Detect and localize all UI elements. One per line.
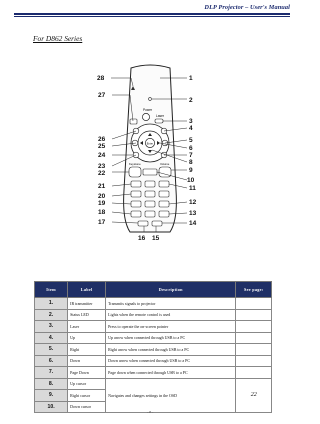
callout-28: 28 <box>97 75 105 82</box>
callout-13: 13 <box>189 210 197 217</box>
item-see-page <box>236 355 272 367</box>
callout-5: 5 <box>189 137 193 144</box>
column-header-description: Description <box>106 282 236 298</box>
mute-button[interactable] <box>143 169 157 175</box>
table-row <box>35 367 272 379</box>
item-label: Laser <box>68 321 106 333</box>
item-see-page <box>236 332 272 344</box>
callout-3: 3 <box>189 118 193 125</box>
column-header-item: Item <box>35 282 68 298</box>
callout-10: 10 <box>187 177 195 184</box>
callout-12: 12 <box>189 199 197 206</box>
item-description: Down arrow when connected through USB to a PC <box>106 355 236 367</box>
callout-2: 2 <box>189 97 193 104</box>
table-row <box>35 355 272 367</box>
item-description: Lights when the remote control is used <box>106 309 236 321</box>
item-description: Transmits signals to projector <box>106 298 236 310</box>
item-number: 8. <box>35 378 68 390</box>
item-description: Navigates and changes settings in the OSD <box>106 378 236 413</box>
callout-14: 14 <box>189 220 197 227</box>
item-number: 7. <box>35 367 68 379</box>
item-see-page <box>236 367 272 379</box>
item-number: 6. <box>35 355 68 367</box>
table-row <box>35 332 272 344</box>
callout-21: 21 <box>98 183 106 190</box>
item-number: 9. <box>35 390 68 402</box>
item-description: Page down when connected through USB to a PC <box>106 367 236 379</box>
item-label: Down cursor <box>68 401 106 413</box>
table-header-row <box>35 282 272 298</box>
section-title: For D862 Series <box>33 34 83 43</box>
item-number: 5. <box>35 344 68 356</box>
power-label: Power <box>143 108 153 112</box>
laser-button[interactable] <box>155 119 163 123</box>
item-number: 3. <box>35 321 68 333</box>
table-row <box>35 344 272 356</box>
callout-23: 23 <box>98 163 106 170</box>
status-led-icon <box>149 98 152 101</box>
callout-7: 7 <box>189 152 193 159</box>
table-row <box>35 309 272 321</box>
item-number: 10. <box>35 401 68 413</box>
laser-label: Laser <box>156 114 164 118</box>
item-description: Press to operate the on-screen pointer <box>106 321 236 333</box>
item-see-page <box>236 321 272 333</box>
callout-17: 17 <box>98 219 106 226</box>
item-see-page: 22 <box>236 378 272 413</box>
item-label: Page Down <box>68 367 106 379</box>
item-see-page <box>236 298 272 310</box>
page-number: – 8 – <box>146 410 154 414</box>
item-label: Down <box>68 355 106 367</box>
callout-22: 22 <box>98 170 106 177</box>
column-header-see-page: See page: <box>236 282 272 298</box>
item-label: Up <box>68 332 106 344</box>
callout-1: 1 <box>189 75 193 82</box>
item-description: Up arrow when connected through USB to a PC <box>106 332 236 344</box>
page-header-title: DLP Projector – User's Manual <box>204 4 290 11</box>
mouse-right-button[interactable] <box>130 119 137 124</box>
item-number: 2. <box>35 309 68 321</box>
callout-16: 16 <box>138 235 146 242</box>
item-number: 1. <box>35 298 68 310</box>
item-label: Up cursor <box>68 378 106 390</box>
callout-18: 18 <box>98 209 106 216</box>
callout-15: 15 <box>152 235 160 242</box>
callout-9: 9 <box>189 167 193 174</box>
item-see-page <box>236 344 272 356</box>
item-label: Right <box>68 344 106 356</box>
keystone-label: Keystone <box>129 162 141 166</box>
keystone-rocker[interactable] <box>129 167 141 177</box>
item-see-page <box>236 309 272 321</box>
callout-4: 4 <box>189 125 193 132</box>
item-number: 4. <box>35 332 68 344</box>
item-label: IR transmitter <box>68 298 106 310</box>
callout-11: 11 <box>189 185 196 192</box>
enter-label: Enter <box>146 142 154 146</box>
table-row <box>35 298 272 310</box>
table-row <box>35 321 272 333</box>
item-description: Right arrow when connected through USB to a PC <box>106 344 236 356</box>
column-header-label: Label <box>68 282 106 298</box>
callout-20: 20 <box>98 193 106 200</box>
callout-24: 24 <box>98 152 106 159</box>
item-label: Status LED <box>68 309 106 321</box>
callout-6: 6 <box>189 145 193 152</box>
remote-items-table <box>34 281 272 413</box>
volume-label: Volume <box>160 162 170 166</box>
callout-27: 27 <box>98 92 106 99</box>
callout-26: 26 <box>98 136 106 143</box>
callout-8: 8 <box>189 159 193 166</box>
power-button[interactable] <box>142 113 149 120</box>
item-label: Right cursor <box>68 390 106 402</box>
callout-19: 19 <box>98 200 106 207</box>
table-row <box>35 378 272 390</box>
callout-25: 25 <box>98 143 106 150</box>
